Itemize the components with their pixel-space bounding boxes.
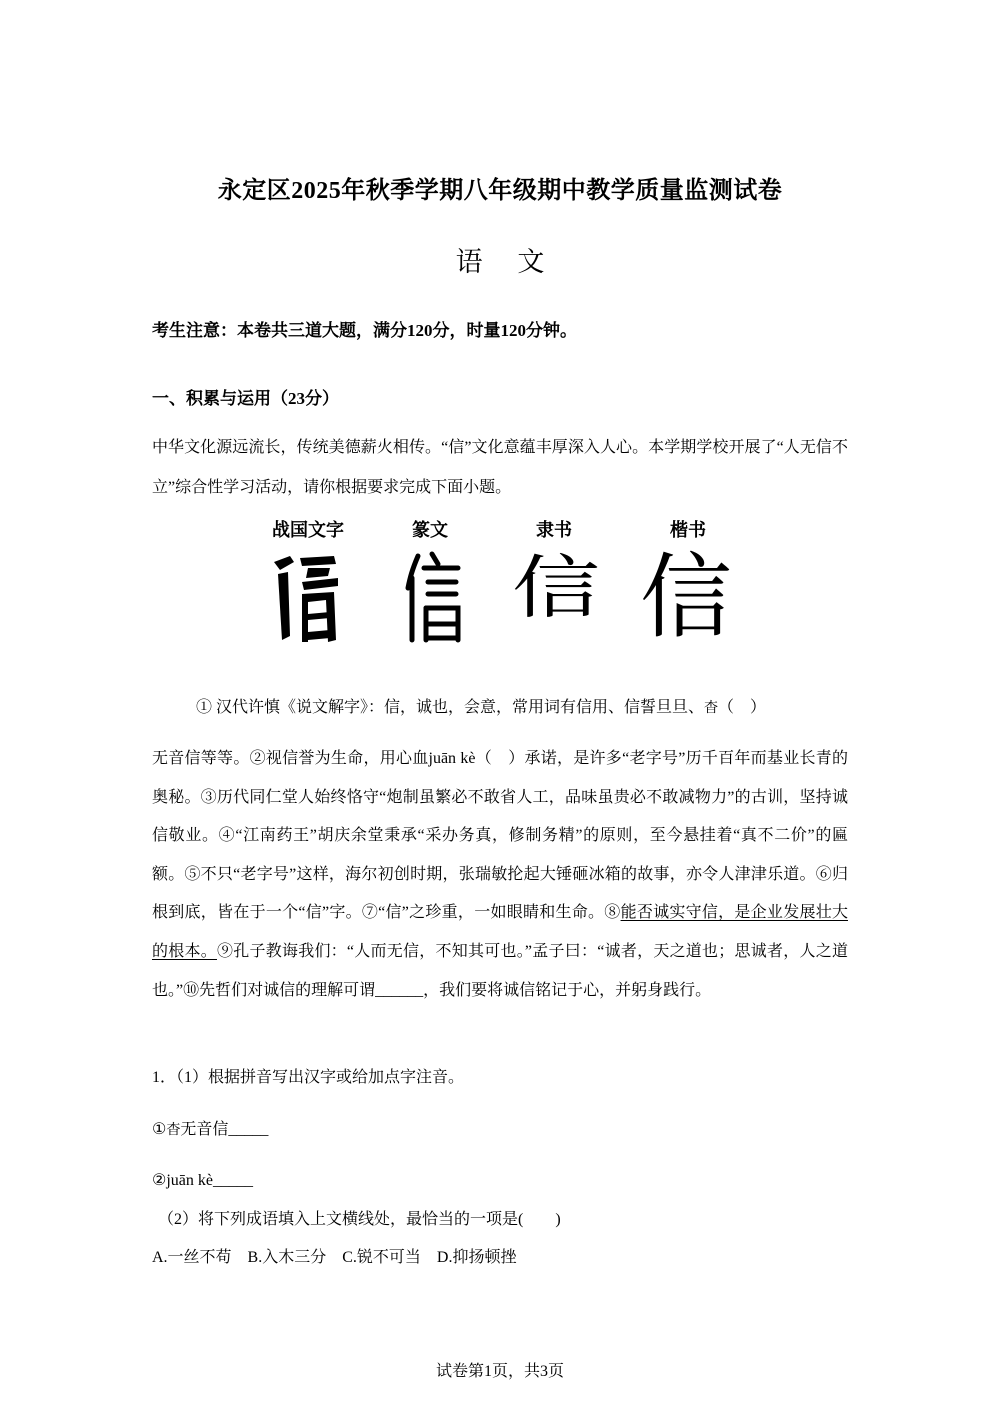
passage-line1-paren: （ ）: [718, 699, 767, 716]
figure-label-seal: 篆文: [412, 520, 448, 540]
passage-body-part3: ，我们要将诚信铭记于心，并躬身践行。: [423, 981, 712, 999]
warring-states-glyph-image: [268, 548, 342, 646]
seal-script-glyph-image: [402, 548, 464, 646]
item-1-number: ①: [152, 1121, 167, 1138]
section-heading: 一、积累与运用（23分）: [152, 389, 339, 408]
item-1-char: 杳: [166, 1123, 181, 1138]
subject-title: 语 文: [455, 247, 559, 277]
clerical-script-glyph: 信: [512, 547, 601, 628]
item-2-text: ②juān kè: [152, 1172, 213, 1189]
page-footer: 试卷第1页，共3页: [435, 1363, 564, 1380]
candidate-notice: 考生注意：本卷共三道大题，满分120分，时量120分钟。: [152, 321, 577, 340]
question-1-sub-2: （2）将下列成语填入上文横线处，最恰当的一项是( ): [158, 1211, 561, 1228]
question-1-stem: 1．（1）根据拼音写出汉字或给加点字注音。: [152, 1069, 465, 1086]
passage-body-part1: 无音信等等。②视信誉为生命，用心血juān kè（ ）承诺，是许多“老字号”历千百年而基业长青的奥秘。③历代同仁堂人始终恪守“炮制虽繁必不敢省人工，品味虽贵必不敢减物力”的古训，坚持诚信敬业。④“江南药王”胡庆余堂秉承“采办务真，修制务精”的原则，至今悬挂着“真不二价”的匾额。⑤不只“老字号”这样，海尔初创时期，张瑞敏抡起大锤砸冰箱的故事，亦令人津津乐道。⑥归根到底，皆在于一个“信”字。⑦“信”之珍重，一如眼睛和生命。⑧: [152, 750, 848, 922]
passage-line1-text: ① 汉代许慎《说文解字》：信，诚也，会意，常用词有信用、信誓旦旦、: [196, 699, 705, 716]
item-1-answer-blank[interactable]: _____: [228, 1121, 269, 1138]
intro-paragraph: 中华文化源远流长，传统美德薪火相传。“信”文化意蕴丰厚深入人心。本学期学校开展了“人无信不立”综合性学习活动，请你根据要求完成下面小题。: [152, 439, 848, 496]
passage-body: [152, 740, 848, 1010]
regular-script-glyph: 信: [640, 544, 733, 651]
question-1-item-2: [152, 1170, 253, 1190]
question-1-options: A.一丝不苟 B.入木三分 C.锐不可当 D.抑扬顿挫: [152, 1249, 517, 1266]
item-2-answer-blank[interactable]: _____: [213, 1172, 253, 1189]
passage-first-line: [196, 694, 766, 717]
item-1-text: 无音信: [180, 1121, 229, 1138]
dotted-char-yao: 杳: [704, 701, 719, 716]
figure-label-regular: 楷书: [670, 520, 706, 540]
passage-body-part2: ⑨孔子教诲我们：“人而无信，不知其可也。”孟子曰：“诚者，天之道也；思诚者，人之道也。”⑩先哲们对诚信的理解可谓: [152, 942, 848, 999]
passage-answer-blank[interactable]: ______: [375, 981, 424, 999]
underlined-sentence: 能否诚实守信，是企业发展壮大的根本。: [152, 904, 848, 960]
exam-title: 永定区2025年秋季学期八年级期中教学质量监测试卷: [217, 178, 783, 204]
figure-label-clerical: 隶书: [536, 520, 572, 540]
figure-label-warring-states: 战国文字: [272, 520, 344, 540]
question-1-item-1: [152, 1116, 268, 1139]
